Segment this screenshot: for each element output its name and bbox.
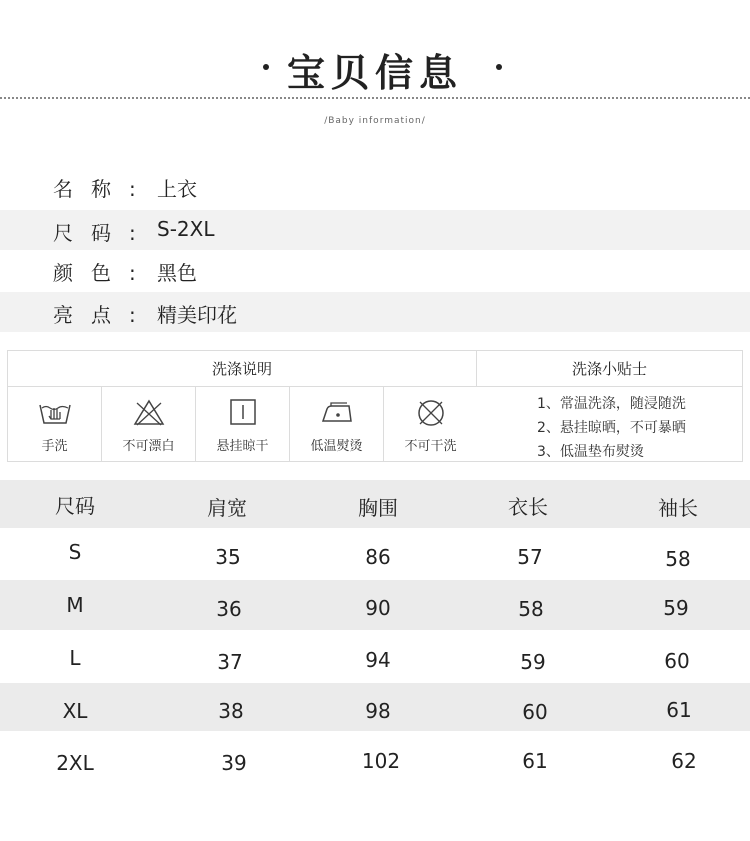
shoulder-cell: 36: [216, 597, 242, 621]
chest-cell: 98: [365, 699, 391, 723]
length-cell: 59: [520, 650, 546, 674]
care-tip: 2、悬挂晾晒，不可暴晒: [537, 420, 686, 436]
length-cell: 58: [518, 597, 544, 621]
section-title: 宝贝信息: [286, 50, 463, 95]
hang-dry-icon: [225, 397, 261, 429]
table-row: [0, 731, 750, 791]
care-item-no-bleach: [102, 387, 196, 461]
size-cell: 2XL: [56, 751, 94, 775]
sleeve-cell: 58: [665, 547, 691, 571]
low-iron-icon: [319, 397, 355, 429]
info-label: 亮点:: [53, 303, 154, 327]
info-label: 尺码:: [53, 221, 154, 245]
size-cell: XL: [62, 699, 88, 723]
care-label: 低温熨烫: [310, 439, 363, 454]
info-value: 黑色: [157, 261, 197, 285]
length-cell: 57: [517, 545, 543, 569]
info-row-color: [0, 250, 750, 290]
column-header: 衣长: [508, 495, 548, 519]
care-table: [7, 350, 743, 462]
care-label: 手洗: [41, 439, 68, 454]
care-tips-title: 洗涤小贴士: [477, 351, 742, 387]
hand-wash-icon: [37, 397, 73, 429]
care-label: 不可干洗: [404, 439, 457, 454]
column-header: 肩宽: [207, 496, 247, 520]
table-row: [0, 683, 750, 731]
chest-cell: 90: [365, 596, 391, 620]
info-label: 名称:: [53, 177, 154, 201]
chest-cell: 102: [361, 749, 401, 773]
size-cell: L: [69, 646, 81, 670]
info-value: 上衣: [157, 177, 197, 201]
no-dry-clean-icon: [413, 397, 449, 429]
section-header: [0, 30, 750, 100]
care-item-hand-wash: [8, 387, 102, 461]
shoulder-cell: 37: [217, 650, 243, 674]
sleeve-cell: 62: [671, 749, 697, 773]
sleeve-cell: 61: [666, 698, 692, 722]
info-row-highlight: [0, 292, 750, 332]
chest-cell: 86: [365, 545, 391, 569]
length-cell: 61: [522, 749, 548, 773]
care-tip: 1、常温洗涤，随浸随洗: [537, 396, 686, 412]
sleeve-cell: 60: [664, 649, 690, 673]
care-label: 悬挂晾干: [216, 439, 269, 454]
info-label: 颜色:: [53, 261, 154, 285]
care-item-no-dry-clean: [384, 387, 477, 461]
sleeve-cell: 59: [663, 596, 689, 620]
size-table-header: [0, 480, 750, 528]
dotted-divider: [0, 97, 750, 99]
table-row: [0, 528, 750, 580]
length-cell: 60: [522, 700, 548, 724]
size-cell: S: [68, 540, 82, 564]
info-row-name: [0, 166, 750, 206]
care-item-hang-dry: [196, 387, 290, 461]
title-dot-right: [496, 64, 502, 70]
table-row: [0, 580, 750, 630]
care-instructions-title: 洗涤说明: [8, 351, 477, 387]
info-row-size: [0, 210, 750, 250]
care-tips: [477, 387, 742, 461]
column-header: 尺码: [55, 494, 95, 518]
shoulder-cell: 39: [221, 751, 247, 775]
section-subtitle: /Baby information/: [324, 116, 426, 126]
no-bleach-icon: [131, 397, 167, 429]
info-value: 精美印花: [157, 303, 237, 327]
size-cell: M: [66, 593, 84, 617]
care-tip: 3、低温垫布熨烫: [537, 444, 644, 460]
chest-cell: 94: [365, 648, 391, 672]
table-row: [0, 630, 750, 682]
shoulder-cell: 38: [218, 699, 244, 723]
shoulder-cell: 35: [215, 545, 241, 569]
column-header: 胸围: [358, 496, 398, 520]
care-label: 不可漂白: [122, 439, 175, 454]
column-header: 袖长: [658, 496, 698, 520]
care-item-low-iron: [290, 387, 384, 461]
info-value: S-2XL: [157, 217, 215, 241]
